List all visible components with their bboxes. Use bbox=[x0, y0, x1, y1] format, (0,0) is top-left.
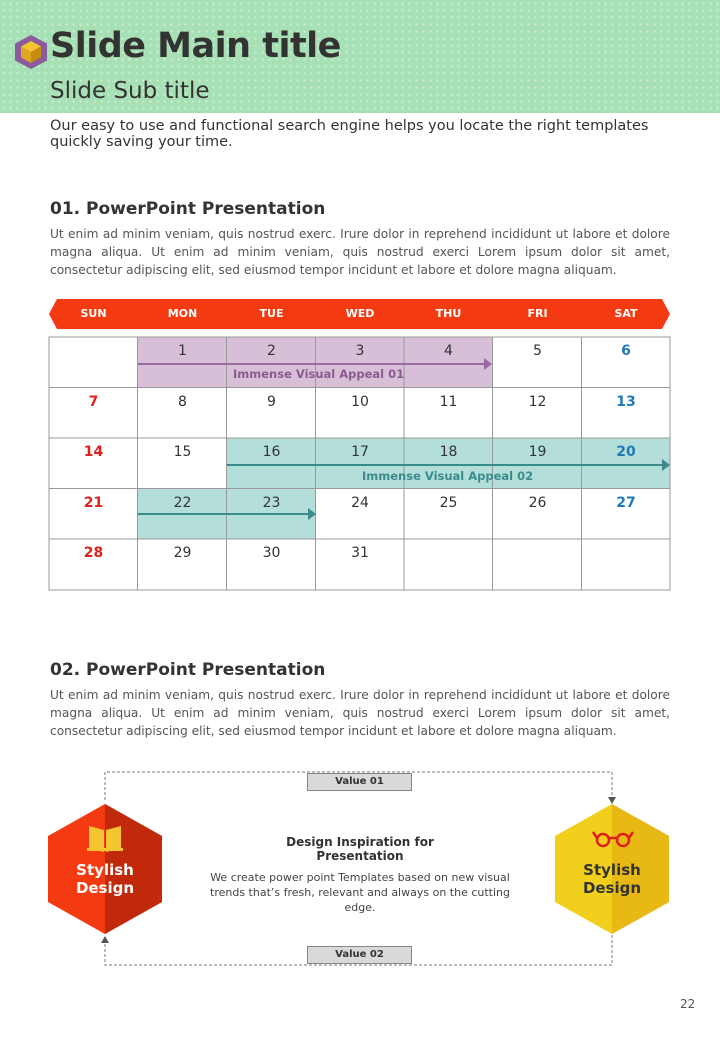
right-hex-label-line1: Stylish bbox=[583, 861, 641, 879]
diagram-center-body: We create power point Templates based on new visual trends that’s fresh, relevant and always on the cutting edge. bbox=[210, 871, 510, 914]
calendar-day-cell: 23 bbox=[262, 494, 281, 511]
left-hex-label-line1: Stylish bbox=[76, 861, 134, 879]
day-header-sat: SAT bbox=[614, 307, 638, 320]
page-subtitle: Slide Sub title bbox=[50, 78, 210, 104]
calendar-day-cell: 25 bbox=[439, 494, 458, 511]
calendar-day-cell: 7 bbox=[88, 393, 99, 410]
connector-arrowhead-right bbox=[608, 797, 616, 804]
calendar-day-cell: 4 bbox=[444, 343, 453, 359]
calendar-day-cell: 19 bbox=[528, 444, 547, 460]
right-hex-label bbox=[557, 861, 667, 897]
calendar-day-cell: 17 bbox=[351, 444, 369, 460]
page-number: 22 bbox=[680, 997, 696, 1011]
calendar-day-cell: 22 bbox=[173, 494, 192, 511]
calendar-day-cell: 31 bbox=[351, 545, 369, 561]
calendar-day-cell: 8 bbox=[178, 393, 187, 410]
calendar-day-cell: 21 bbox=[83, 494, 104, 511]
day-header-mon: MON bbox=[167, 307, 198, 320]
day-header-sun: SUN bbox=[80, 307, 107, 320]
left-hex-label bbox=[50, 861, 160, 897]
connector-arrowhead-left bbox=[101, 936, 109, 943]
calendar-day-cell: 27 bbox=[616, 494, 636, 511]
right-hex-label-line2: Design bbox=[582, 879, 642, 897]
calendar-day-cell: 2 bbox=[267, 343, 276, 359]
page-title: Slide Main title bbox=[50, 26, 341, 66]
range2-label: Immense Visual Appeal 02 bbox=[362, 469, 534, 483]
calendar-day-cell: 29 bbox=[173, 545, 192, 561]
day-header-wed: WED bbox=[345, 307, 375, 320]
section2-title: 02. PowerPoint Presentation bbox=[50, 660, 326, 680]
calendar-day-cell: 14 bbox=[83, 444, 104, 460]
calendar-day-cell: 9 bbox=[267, 393, 276, 410]
section1-body: Ut enim ad minim veniam, quis nostrud exerc. Irure dolor in reprehend incididunt ut labore et dolore magna aliqua. Ut enim ad minim veniam, quis nostrud exerci Lorem ipsum dolor sit amet, consectetur adipiscing elit, sed eiusmod tempor incidunt et labore et dolore magna aliquam. bbox=[50, 227, 670, 277]
day-header-thu: THU bbox=[435, 307, 462, 320]
value1-box: Value 01 bbox=[307, 773, 412, 791]
calendar-day-cell: 28 bbox=[83, 545, 104, 561]
calendar-day-cell: 11 bbox=[439, 393, 458, 410]
calendar-day-cell: 24 bbox=[351, 494, 369, 511]
calendar-day-cell: 3 bbox=[355, 343, 365, 359]
calendar-day-cell: 13 bbox=[616, 393, 636, 410]
calendar-day-cell: 6 bbox=[621, 343, 631, 359]
day-header-tue: TUE bbox=[259, 307, 284, 320]
calendar-day-cell: 20 bbox=[616, 444, 636, 460]
calendar-day-cell: 1 bbox=[178, 343, 187, 359]
calendar-day-cell: 26 bbox=[528, 494, 547, 511]
dashed-connector bbox=[105, 772, 612, 965]
calendar-day-cell: 5 bbox=[533, 343, 542, 359]
intro-text: Our easy to use and functional search engine helps you locate the right templates quickly saving your time. bbox=[50, 118, 649, 150]
diagram-center-title: Design Inspiration for Presentation bbox=[286, 835, 434, 863]
left-hex-label-line2: Design bbox=[75, 879, 135, 897]
section2-body: Ut enim ad minim veniam, quis nostrud exerc. Irure dolor in reprehend incididunt ut labore et dolore magna aliqua. Ut enim ad minim veniam, quis nostrud exerci Lorem ipsum dolor sit amet, consectetur adipiscing elit, sed eiusmod tempor incidunt et labore et dolore magna aliquam. bbox=[50, 688, 670, 738]
calendar-day-cell: 30 bbox=[262, 545, 281, 561]
calendar-day-cell: 16 bbox=[262, 444, 281, 460]
calendar-day-cell: 10 bbox=[351, 393, 369, 410]
calendar-day-cell: 12 bbox=[528, 393, 547, 410]
calendar-day-cell: 18 bbox=[439, 444, 458, 460]
range1-label: Immense Visual Appeal 01 bbox=[233, 367, 405, 381]
day-header-fri: FRI bbox=[527, 307, 548, 320]
calendar-day-cell: 15 bbox=[173, 444, 192, 460]
value2-box: Value 02 bbox=[307, 946, 412, 964]
section1-title: 01. PowerPoint Presentation bbox=[50, 199, 326, 219]
